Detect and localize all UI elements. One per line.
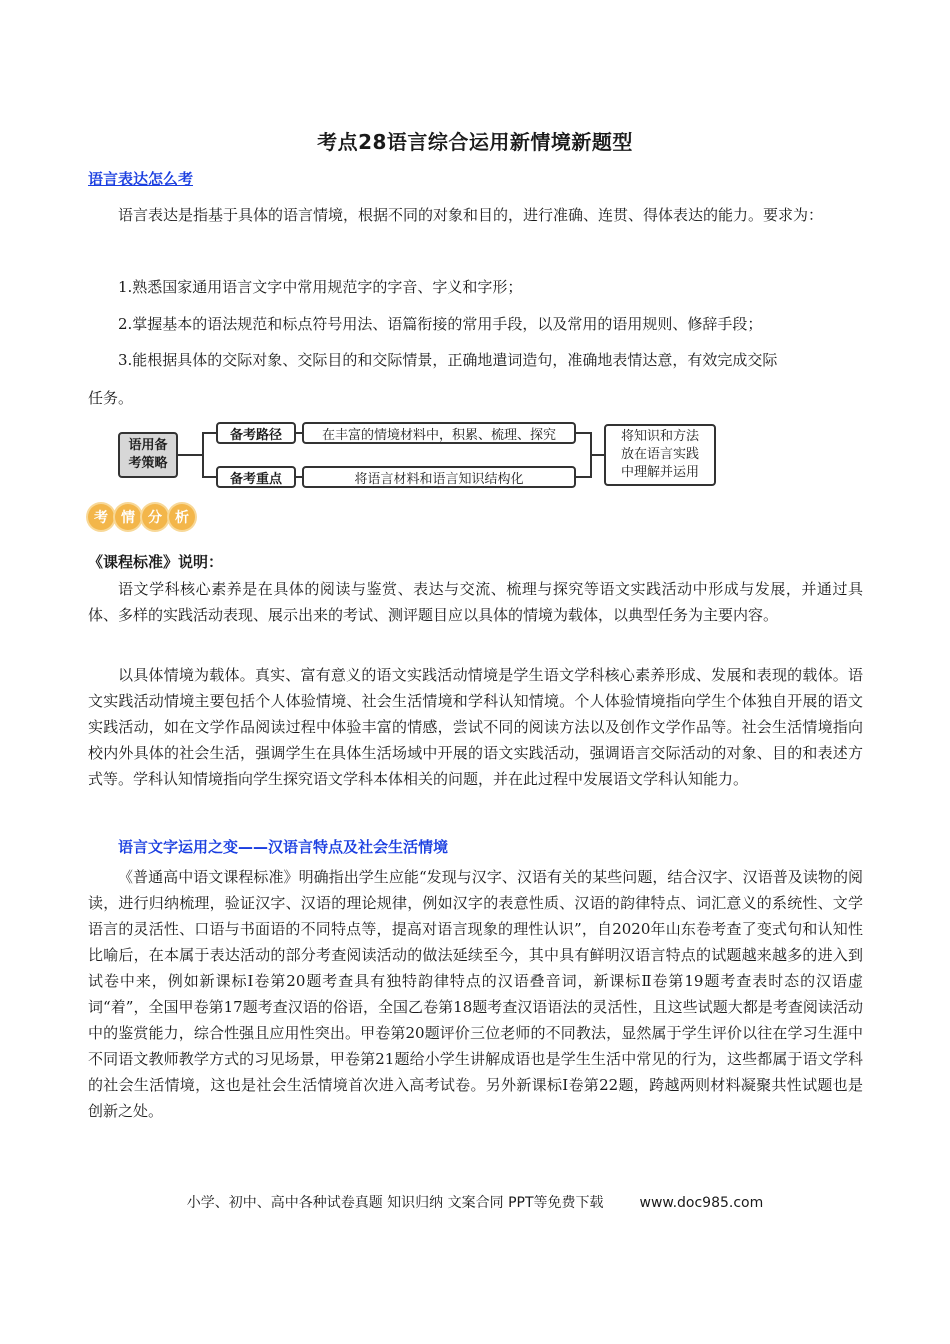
connector-line: [202, 476, 216, 478]
strategy-diagram: [118, 420, 738, 490]
connector-line: [590, 454, 604, 456]
diagram-branch-path-label: 备考路径: [216, 422, 296, 444]
badge-char: 考: [88, 504, 114, 530]
exam-analysis-badge: [88, 504, 195, 530]
change-heading: 语言文字运用之变——汉语言特点及社会生活情境: [118, 838, 449, 856]
badge-char: 分: [142, 504, 168, 530]
change-paragraph-block: [88, 864, 863, 1124]
diagram-branch-focus-text: 将语言材料和语言知识结构化: [302, 466, 576, 488]
connector-line: [576, 432, 590, 434]
requirement-3-continued: 任务。: [88, 389, 134, 407]
standard-paragraph-1: 语文学科核心素养是在具体的阅读与鉴赏、表达与交流、梳理与探究等语文实践活动中形成与发展，并通过具体、多样的实践活动表现、展示出来的考试、测评题目应以具体的情境为载体，以典型任务为主要内容。: [88, 580, 863, 624]
badge-char: 情: [115, 504, 141, 530]
connector-line: [202, 432, 216, 434]
page-footer: [0, 1192, 950, 1212]
standard-paragraph-1-block: [88, 576, 863, 628]
footer-url-link[interactable]: www.doc985.com: [639, 1195, 764, 1211]
footer-text: 小学、初中、高中各种试卷真题 知识归纳 文案合同 PPT等免费下载: [186, 1195, 604, 1211]
intro-text: 语言表达是指基于具体的语言情境，根据不同的对象和目的，进行准确、连贯、得体表达的能力。要求为：: [118, 206, 824, 224]
diagram-result-box: 将知识和方法放在语言实践中理解并运用: [604, 424, 716, 486]
section-link-how-tested[interactable]: 语言表达怎么考: [88, 170, 194, 188]
intro-paragraph: [88, 196, 860, 234]
change-paragraph: 《普通高中语文课程标准》明确指出学生应能“发现与汉字、汉语有关的某些问题，结合汉字、汉语普及读物的阅读，进行归纳梳理，验证汉字、汉语的理论规律，例如汉字的表意性质、汉语的韵律特点、词汇意义的系统性、文学语言的灵活性、口语与书面语的不同特点等，提高对语言现象的理性认识”，自2020年山东卷考查了变式句和认知性比喻后，在本属于表达活动的部分考查阅读活动的做法延续至今，其中具有鲜明汉语言特点的试题越来越多的进入到试卷中来，例如新课标Ⅰ卷第20题考查具有独特韵律特点的汉语叠音词，新课标Ⅱ卷第19题考查表时态的汉语虚词“着”，全国甲卷第17题考查汉语的俗语，全国乙卷第18题考查汉语语法的灵活性，且这些试题大都是考查阅读活动中的鉴赏能力，综合性强且应用性突出。甲卷第20题评价三位老师的不同教法，显然属于学生评价以往在学习生涯中不同语文教师教学方式的习见场景，甲卷第21题给小学生讲解成语也是学生生活中常见的行为，这些都属于语文学科的社会生活情境，这也是社会生活情境首次进入高考试卷。另外新课标Ⅰ卷第22题，跨越两则材料凝聚共性试题也是创新之处。: [88, 868, 863, 1120]
standard-paragraph-2: 以具体情境为载体。真实、富有意义的语文实践活动情境是学生语文学科核心素养形成、发展和表现的载体。语文实践活动情境主要包括个人体验情境、社会生活情境和学科认知情境。个人体验情境指向学生个体独自开展的语文实践活动，如在文学作品阅读过程中体验丰富的情感，尝试不同的阅读方法以及创作文学作品等。社会生活情境指向校内外具体的社会生活，强调学生在具体生活场域中开展的语文实践活动，强调语言交际活动的对象、目的和表述方式等。学科认知情境指向学生探究语文学科本体相关的问题，并在此过程中发展语文学科认知能力。: [88, 666, 863, 788]
connector-line: [202, 432, 204, 478]
requirement-2: 2.掌握基本的语法规范和标点符号用法、语篇衔接的常用手段，以及常用的语用规则、修辞手段；: [118, 315, 763, 333]
diagram-root-box: 语用备考策略: [118, 432, 178, 478]
diagram-branch-focus-label: 备考重点: [216, 466, 296, 488]
connector-line: [178, 454, 202, 456]
page-title: 考点28语言综合运用新情境新题型: [317, 130, 633, 154]
requirement-1: 1.熟悉国家通用语言文字中常用规范字的字音、字义和字形；: [118, 278, 523, 296]
requirement-3: 3.能根据具体的交际对象、交际目的和交际情景，正确地遣词造句，准确地表情达意，有效完成交际: [118, 351, 778, 369]
standard-heading: 《课程标准》说明：: [88, 553, 224, 571]
badge-char: 析: [169, 504, 195, 530]
diagram-branch-path-text: 在丰富的情境材料中，积累、梳理、探究: [302, 422, 576, 444]
standard-paragraph-2-block: [88, 662, 863, 792]
connector-line: [576, 476, 590, 478]
